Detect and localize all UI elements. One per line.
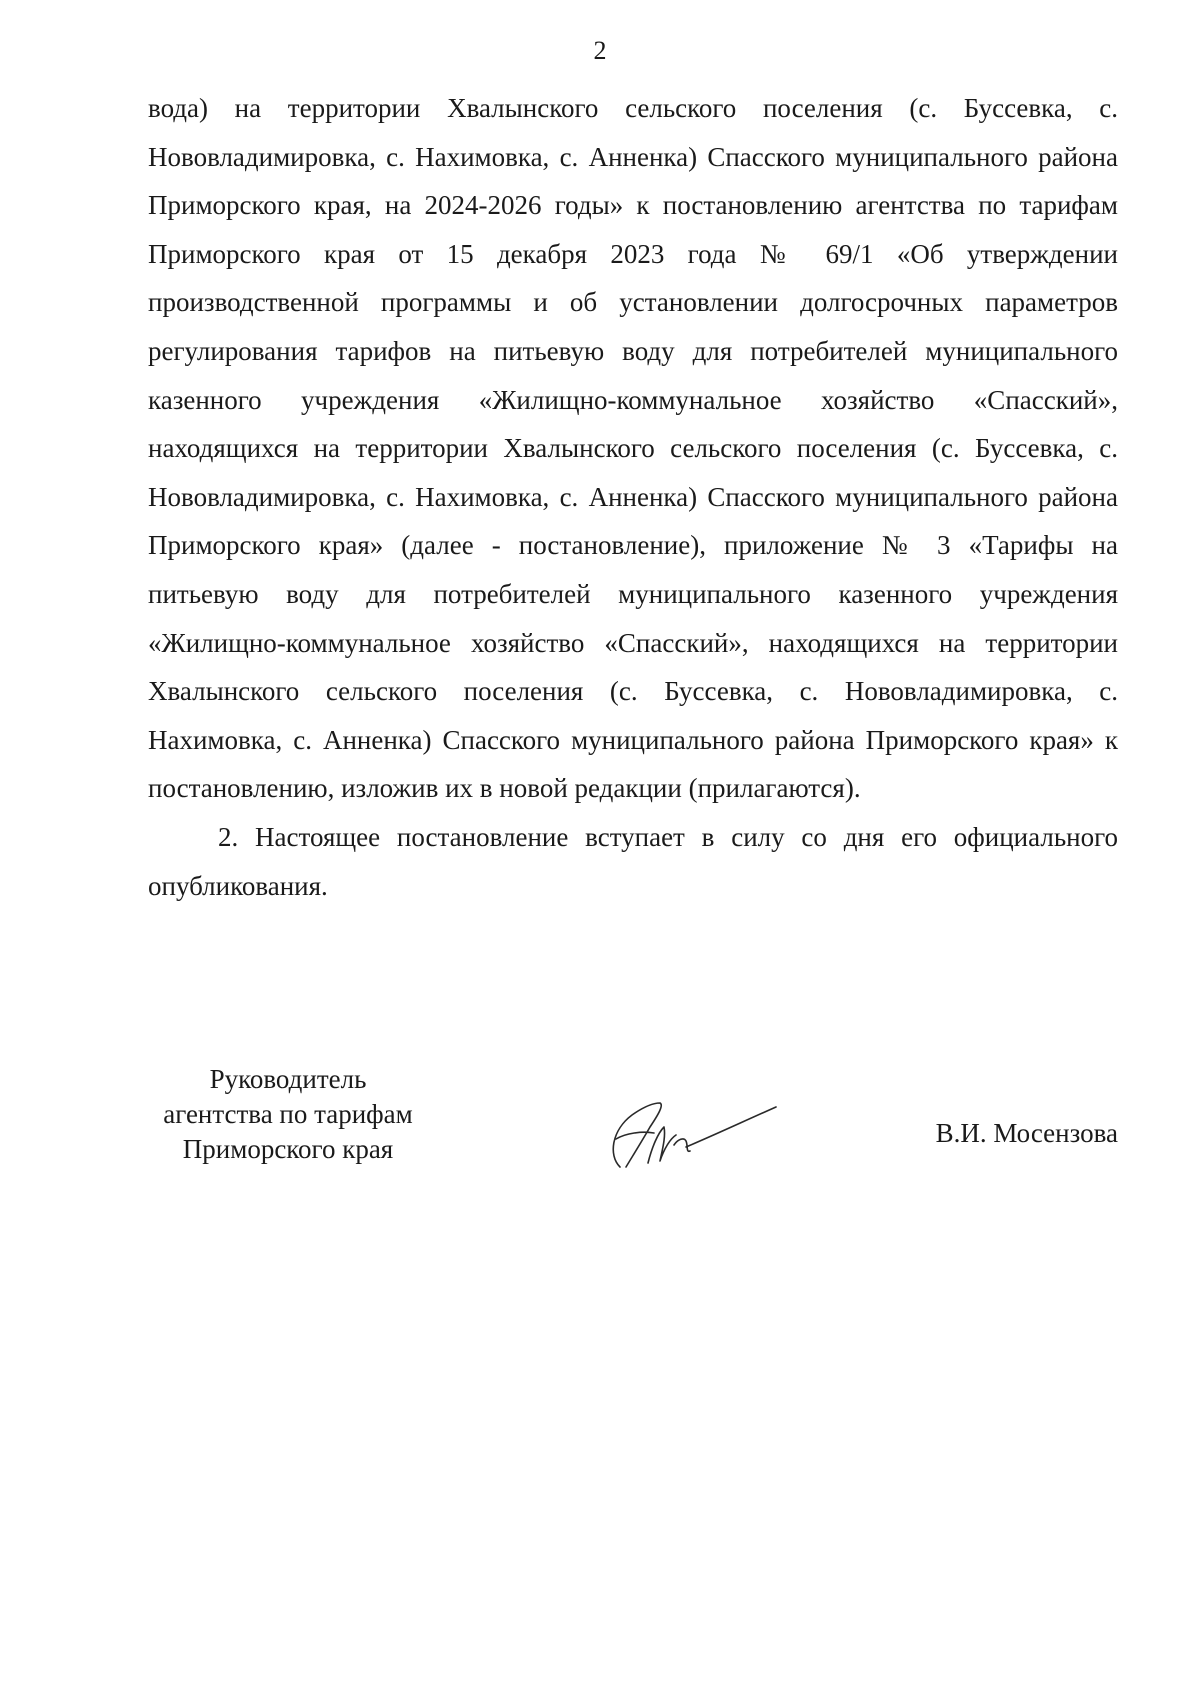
signatory-title <box>148 1062 428 1167</box>
document-body <box>148 84 1118 910</box>
signatory-title-line-3: Приморского края <box>182 1134 394 1164</box>
signatory-title-line-1: Руководитель <box>209 1064 367 1094</box>
signatory-title-line-2: агентства по тарифам <box>163 1099 413 1129</box>
paragraph-1: вода) на территории Хвалынского сельского поселения (с. Буссевка, с. Нововладимировка, с. Нахимовка, с. Анненка) Спасского муниципального района Приморского края, на 2024-2026 годы» к постановлению агентства по тарифам Приморского края от 15 декабря 2023 года № 69/1 «Об утверждении производственной программы и об установлении долгосрочных параметров регулирования тарифов на питьевую воду для потребителей муниципального казенного учреждения «Жилищно-коммунальное хозяйство «Спасский», находящихся на территории Хвалынского сельского поселения (с. Буссевка, с. Нововладимировка, с. Нахимовка, с. Анненка) Спасского муниципального района Приморского края» (далее - постановление), приложение № 3 «Тарифы на питьевую воду для потребителей муниципального казенного учреждения «Жилищно-коммунальное хозяйство «Спасский», находящихся на территории Хвалынского сельского поселения (с. Буссевка, с. Нововладимировка, с. Нахимовка, с. Анненка) Спасского муниципального района Приморского края» к постановлению, изложив их в новой редакции (прилагаются). <box>148 93 1118 804</box>
paragraph-2: 2. Настоящее постановление вступает в силу со дня его официального опубликования. <box>148 821 1118 901</box>
page-number: 2 <box>593 36 607 65</box>
signatory-name: В.И. Мосензова <box>935 1118 1118 1148</box>
handwritten-signature <box>590 1075 780 1175</box>
